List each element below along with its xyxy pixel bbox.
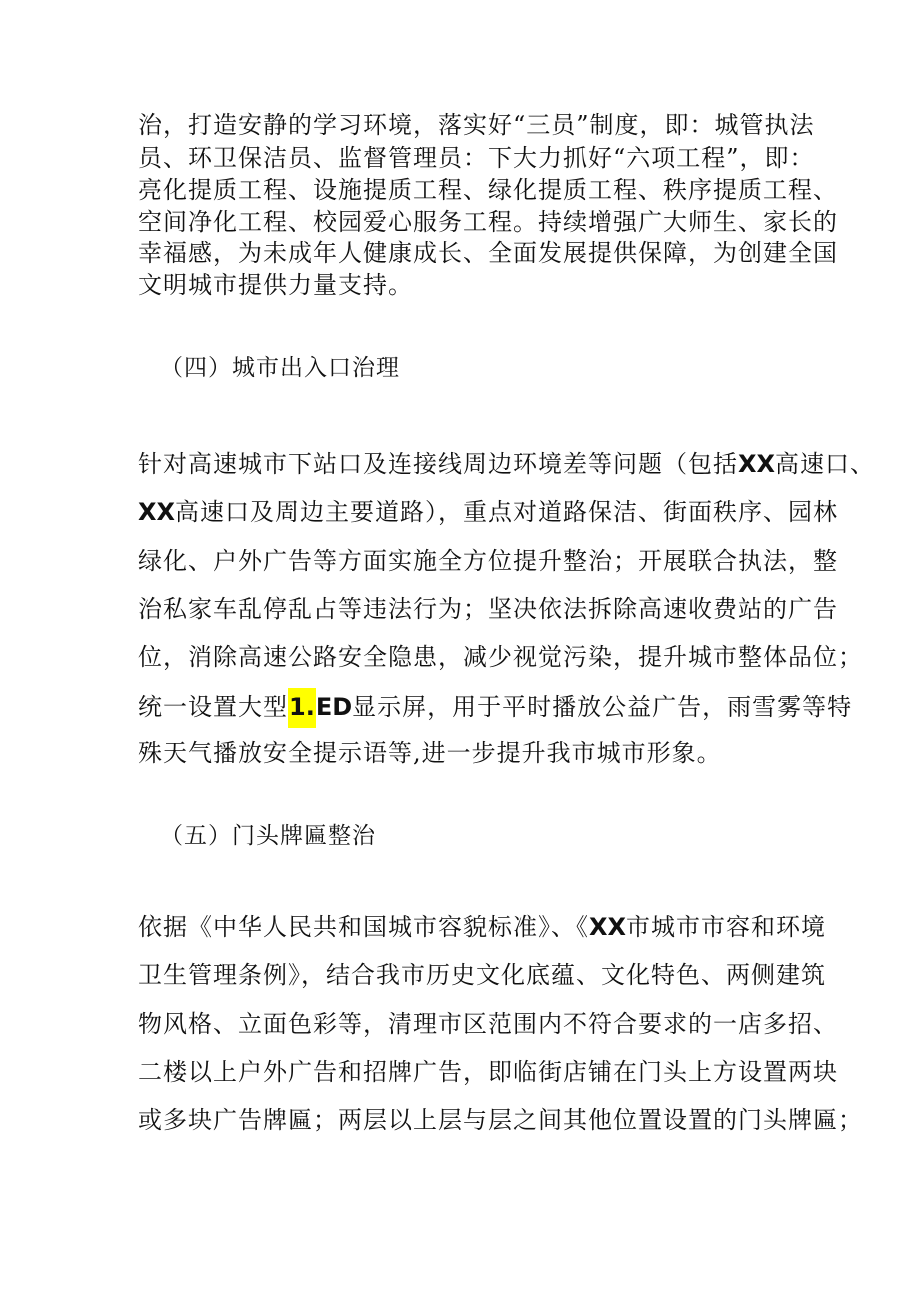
section-heading-shop-signs: （五）门头牌匾整治 <box>160 823 376 849</box>
text-line <box>138 447 875 481</box>
text-span: 高速口、 <box>775 450 876 478</box>
text-line: 治私家车乱停乱占等违法行为；坚决依法拆除高速收费站的广告 <box>138 595 838 623</box>
text-line: 殊天气播放安全提示语等,进一步提升我市城市形象。 <box>138 739 722 767</box>
text-line: 空间净化工程、校园爱心服务工程。持续增强广大师生、家长的 <box>138 208 838 236</box>
text-line <box>138 495 838 529</box>
text-line: 治，打造安静的学习环境，落实好“三员”制度，即：城管执法 <box>138 111 815 139</box>
text-span: 高速口及周边主要道路），重点对道路保洁、街面秩序、园林 <box>175 498 839 526</box>
text-span: 依据《中华人民共和国城市容貌标准》、《 <box>138 913 589 941</box>
text-line: 员、环卫保洁员、监督管理员：下大力抓好“六项工程”，即： <box>138 144 815 172</box>
placeholder-xx: XX <box>138 498 176 526</box>
text-span: 市城市市容和环境 <box>626 913 827 941</box>
text-line: 绿化、户外广告等方面实施全方位提升整治；开展联合执法，整 <box>138 547 838 575</box>
text-line: 文明城市提供力量支持。 <box>138 271 413 299</box>
text-line: 卫生管理条例》，结合我市历史文化底蕴、文化特色、两侧建筑 <box>138 961 826 989</box>
text-line: 物风格、立面色彩等，清理市区范围内不符合要求的一店多招、 <box>138 1010 838 1038</box>
section-heading-city-entrance: （四）城市出入口治理 <box>160 355 400 381</box>
highlighted-text: 1. <box>288 688 316 728</box>
text-line: 亮化提质工程、设施提质工程、绿化提质工程、秩序提质工程、 <box>138 176 838 204</box>
text-span: 显示屏，用于平时播放公益广告，雨雪雾等特 <box>352 693 853 721</box>
text-line: 位，消除高速公路安全隐患，减少视觉污染，提升城市整体品位； <box>138 643 863 671</box>
text-span: ED <box>315 693 353 721</box>
text-line: 二楼以上户外广告和招牌广告，即临街店铺在门头上方设置两块 <box>138 1058 838 1086</box>
placeholder-xx: XX <box>589 913 627 941</box>
text-span: 统一设置大型 <box>138 693 288 721</box>
text-span: 针对高速城市下站口及连接线周边环境差等问题（包括 <box>138 450 738 478</box>
placeholder-xx: XX <box>738 450 776 478</box>
text-line: 或多块广告牌匾；两层以上层与层之间其他位置设置的门头牌匾； <box>138 1106 863 1134</box>
text-line: 幸福感，为未成年人健康成长、全面发展提供保障，为创建全国 <box>138 239 838 267</box>
text-line <box>138 688 852 728</box>
text-line <box>138 910 826 944</box>
